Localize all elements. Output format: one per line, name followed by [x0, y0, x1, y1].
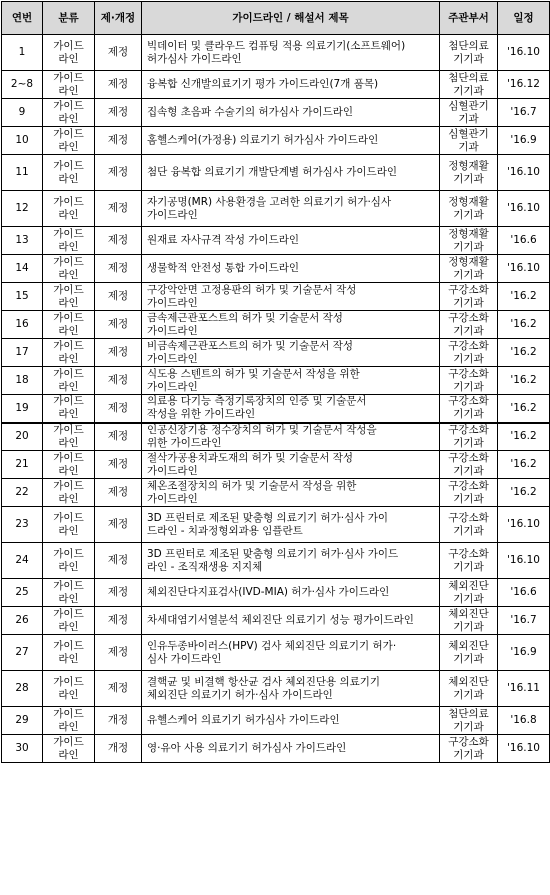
row-revision-type: 제정	[95, 451, 142, 479]
row-department: 정형재활 기기과	[440, 155, 498, 191]
row-revision-type: 개정	[95, 707, 142, 735]
row-department: 구강소화 기기과	[440, 339, 498, 367]
row-revision-type: 제정	[95, 507, 142, 543]
row-schedule: '16.7	[498, 607, 550, 635]
row-schedule: '16.9	[498, 635, 550, 671]
guideline-table	[1, 1, 550, 763]
row-category: 가이드 라인	[43, 255, 95, 283]
row-schedule: '16.10	[498, 35, 550, 71]
row-category: 가이드 라인	[43, 35, 95, 71]
table-row	[2, 191, 550, 227]
row-title: 홈헬스케어(가정용) 의료기기 허가심사 가이드라인	[142, 127, 440, 155]
row-revision-type: 제정	[95, 155, 142, 191]
row-title: 결핵균 및 비결핵 항산균 검사 체외진단용 의료기기 체외진단 의료기기 허가·심사 가이드라인	[142, 671, 440, 707]
row-number: 13	[2, 227, 43, 255]
row-category: 가이드 라인	[43, 191, 95, 227]
row-revision-type: 제정	[95, 635, 142, 671]
table-row	[2, 311, 550, 339]
row-title: 집속형 초음파 수술기의 허가심사 가이드라인	[142, 99, 440, 127]
row-title: 인공신장기용 정수장치의 허가 및 기술문서 작성을 위한 가이드라인	[142, 423, 440, 451]
row-title: 인유두종바이러스(HPV) 검사 체외진단 의료기기 허가· 심사 가이드라인	[142, 635, 440, 671]
row-revision-type: 제정	[95, 99, 142, 127]
row-number: 25	[2, 579, 43, 607]
row-title: 비금속제근관포스트의 허가 및 기술문서 작성 가이드라인	[142, 339, 440, 367]
row-department: 심혈관기 기과	[440, 127, 498, 155]
table-row	[2, 507, 550, 543]
row-department: 첨단의료 기기과	[440, 35, 498, 71]
row-category: 가이드 라인	[43, 607, 95, 635]
row-schedule: '16.12	[498, 71, 550, 99]
table-row	[2, 127, 550, 155]
table-row	[2, 283, 550, 311]
row-department: 첨단의료 기기과	[440, 71, 498, 99]
row-schedule: '16.2	[498, 339, 550, 367]
row-number: 29	[2, 707, 43, 735]
row-title: 자기공명(MR) 사용환경을 고려한 의료기기 허가·심사 가이드라인	[142, 191, 440, 227]
table-row	[2, 735, 550, 763]
header-category: 분류	[43, 2, 95, 35]
row-department: 구강소화 기기과	[440, 283, 498, 311]
table-row	[2, 255, 550, 283]
row-category: 가이드 라인	[43, 395, 95, 423]
row-schedule: '16.2	[498, 395, 550, 423]
row-department: 체외진단 기기과	[440, 607, 498, 635]
table-row	[2, 479, 550, 507]
row-number: 1	[2, 35, 43, 71]
row-category: 가이드 라인	[43, 367, 95, 395]
row-title: 차세대염기서열분석 체외진단 의료기기 성능 평가이드라인	[142, 607, 440, 635]
row-department: 체외진단 기기과	[440, 635, 498, 671]
table-row	[2, 607, 550, 635]
row-schedule: '16.10	[498, 507, 550, 543]
row-department: 구강소화 기기과	[440, 423, 498, 451]
row-title: 체외진단다지표검사(IVD-MIA) 허가·심사 가이드라인	[142, 579, 440, 607]
row-number: 14	[2, 255, 43, 283]
table-row	[2, 635, 550, 671]
row-revision-type: 제정	[95, 607, 142, 635]
row-revision-type: 제정	[95, 255, 142, 283]
row-schedule: '16.2	[498, 479, 550, 507]
table-row	[2, 339, 550, 367]
row-revision-type: 제정	[95, 311, 142, 339]
row-category: 가이드 라인	[43, 451, 95, 479]
table-row	[2, 707, 550, 735]
row-revision-type: 제정	[95, 395, 142, 423]
row-number: 11	[2, 155, 43, 191]
row-title: 유헬스케어 의료기기 허가심사 가이드라인	[142, 707, 440, 735]
row-number: 23	[2, 507, 43, 543]
header-row	[2, 2, 550, 35]
row-category: 가이드 라인	[43, 735, 95, 763]
row-title: 첨단 융복합 의료기기 개발단계별 허가심사 가이드라인	[142, 155, 440, 191]
row-number: 19	[2, 395, 43, 423]
table-row	[2, 71, 550, 99]
row-revision-type: 제정	[95, 127, 142, 155]
row-schedule: '16.7	[498, 99, 550, 127]
row-number: 28	[2, 671, 43, 707]
row-schedule: '16.10	[498, 735, 550, 763]
row-department: 구강소화 기기과	[440, 507, 498, 543]
row-category: 가이드 라인	[43, 579, 95, 607]
row-schedule: '16.6	[498, 579, 550, 607]
row-number: 15	[2, 283, 43, 311]
row-title: 3D 프린터로 제조된 맞춤형 의료기기 허가·심사 가이드 라인 - 조직재생용 지지체	[142, 543, 440, 579]
row-department: 구강소화 기기과	[440, 367, 498, 395]
row-schedule: '16.2	[498, 283, 550, 311]
row-schedule: '16.2	[498, 367, 550, 395]
row-number: 2~8	[2, 71, 43, 99]
row-department: 정형재활 기기과	[440, 255, 498, 283]
row-department: 정형재활 기기과	[440, 191, 498, 227]
row-number: 30	[2, 735, 43, 763]
table-row	[2, 423, 550, 451]
row-number: 9	[2, 99, 43, 127]
row-schedule: '16.2	[498, 311, 550, 339]
header-title: 가이드라인 / 해설서 제목	[142, 2, 440, 35]
row-department: 정형재활 기기과	[440, 227, 498, 255]
row-revision-type: 제정	[95, 191, 142, 227]
row-department: 구강소화 기기과	[440, 543, 498, 579]
header-schedule: 일정	[498, 2, 550, 35]
row-title: 원재료 자사규격 작성 가이드라인	[142, 227, 440, 255]
header-department: 주관부서	[440, 2, 498, 35]
row-category: 가이드 라인	[43, 479, 95, 507]
row-category: 가이드 라인	[43, 127, 95, 155]
row-number: 27	[2, 635, 43, 671]
row-category: 가이드 라인	[43, 227, 95, 255]
row-schedule: '16.9	[498, 127, 550, 155]
row-revision-type: 제정	[95, 227, 142, 255]
row-category: 가이드 라인	[43, 283, 95, 311]
row-title: 영·유아 사용 의료기기 허가심사 가이드라인	[142, 735, 440, 763]
row-title: 절삭가공용치과도재의 허가 및 기술문서 작성 가이드라인	[142, 451, 440, 479]
row-department: 구강소화 기기과	[440, 395, 498, 423]
row-revision-type: 제정	[95, 35, 142, 71]
row-category: 가이드 라인	[43, 311, 95, 339]
row-category: 가이드 라인	[43, 707, 95, 735]
row-category: 가이드 라인	[43, 71, 95, 99]
table-row	[2, 579, 550, 607]
row-number: 24	[2, 543, 43, 579]
header-no: 연번	[2, 2, 43, 35]
row-revision-type: 제정	[95, 423, 142, 451]
row-schedule: '16.10	[498, 543, 550, 579]
row-revision-type: 제정	[95, 671, 142, 707]
table-row	[2, 227, 550, 255]
row-title: 생물학적 안전성 통합 가이드라인	[142, 255, 440, 283]
row-schedule: '16.10	[498, 155, 550, 191]
row-revision-type: 제정	[95, 543, 142, 579]
row-revision-type: 제정	[95, 367, 142, 395]
row-number: 16	[2, 311, 43, 339]
row-title: 융복합 신개발의료기기 평가 가이드라인(7개 품목)	[142, 71, 440, 99]
row-schedule: '16.10	[498, 255, 550, 283]
table-row	[2, 543, 550, 579]
row-revision-type: 개정	[95, 735, 142, 763]
table-row	[2, 451, 550, 479]
row-department: 구강소화 기기과	[440, 735, 498, 763]
row-title: 체온조절장치의 허가 및 기술문서 작성을 위한 가이드라인	[142, 479, 440, 507]
row-title: 의료용 다기능 측정기록장치의 인증 및 기술문서 작성을 위한 가이드라인	[142, 395, 440, 423]
row-department: 체외진단 기기과	[440, 579, 498, 607]
row-schedule: '16.11	[498, 671, 550, 707]
row-number: 26	[2, 607, 43, 635]
table-row	[2, 35, 550, 71]
row-schedule: '16.6	[498, 227, 550, 255]
row-title: 3D 프린터로 제조된 맞춤형 의료기기 허가·심사 가이 드라인 - 치과정형외과용 임플란트	[142, 507, 440, 543]
row-schedule: '16.10	[498, 191, 550, 227]
row-schedule: '16.2	[498, 451, 550, 479]
row-category: 가이드 라인	[43, 507, 95, 543]
row-category: 가이드 라인	[43, 339, 95, 367]
row-title: 구강악안면 고정용판의 허가 및 기술문서 작성 가이드라인	[142, 283, 440, 311]
row-revision-type: 제정	[95, 339, 142, 367]
row-category: 가이드 라인	[43, 671, 95, 707]
table-row	[2, 395, 550, 423]
row-revision-type: 제정	[95, 579, 142, 607]
row-number: 17	[2, 339, 43, 367]
row-category: 가이드 라인	[43, 635, 95, 671]
row-revision-type: 제정	[95, 283, 142, 311]
row-department: 구강소화 기기과	[440, 311, 498, 339]
row-schedule: '16.8	[498, 707, 550, 735]
row-number: 10	[2, 127, 43, 155]
row-title: 금속제근관포스트의 허가 및 기술문서 작성 가이드라인	[142, 311, 440, 339]
row-schedule: '16.2	[498, 423, 550, 451]
row-number: 22	[2, 479, 43, 507]
row-department: 구강소화 기기과	[440, 451, 498, 479]
row-category: 가이드 라인	[43, 99, 95, 127]
table-body	[2, 35, 550, 763]
row-department: 심혈관기 기과	[440, 99, 498, 127]
row-number: 18	[2, 367, 43, 395]
row-department: 첨단의료 기기과	[440, 707, 498, 735]
row-number: 12	[2, 191, 43, 227]
row-category: 가이드 라인	[43, 423, 95, 451]
table-row	[2, 367, 550, 395]
row-category: 가이드 라인	[43, 155, 95, 191]
row-title: 빅데이터 및 클라우드 컴퓨팅 적용 의료기기(소프트웨어) 허가심사 가이드라인	[142, 35, 440, 71]
table-row	[2, 99, 550, 127]
row-title: 식도용 스텐트의 허가 및 기술문서 작성을 위한 가이드라인	[142, 367, 440, 395]
header-revision: 제·개정	[95, 2, 142, 35]
row-number: 20	[2, 423, 43, 451]
row-department: 체외진단 기기과	[440, 671, 498, 707]
table-row	[2, 155, 550, 191]
row-category: 가이드 라인	[43, 543, 95, 579]
row-department: 구강소화 기기과	[440, 479, 498, 507]
row-revision-type: 제정	[95, 71, 142, 99]
row-number: 21	[2, 451, 43, 479]
row-revision-type: 제정	[95, 479, 142, 507]
table-row	[2, 671, 550, 707]
